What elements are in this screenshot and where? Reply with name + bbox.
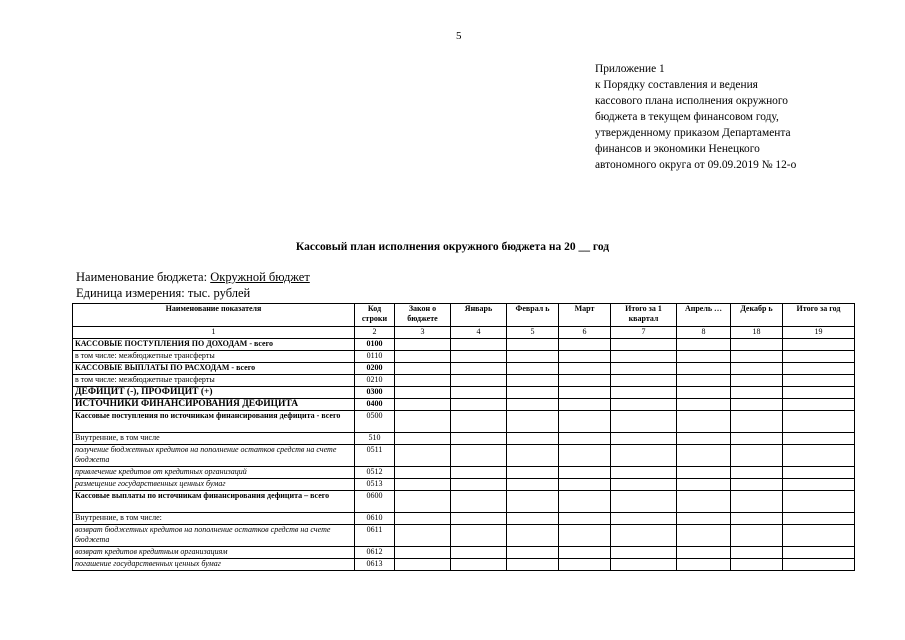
value-cell xyxy=(507,513,559,525)
value-cell xyxy=(611,387,677,399)
value-cell xyxy=(783,411,855,433)
value-cell xyxy=(395,339,451,351)
table-row xyxy=(73,375,855,387)
value-cell xyxy=(559,433,611,445)
value-cell xyxy=(783,467,855,479)
value-cell xyxy=(611,467,677,479)
column-header: Код строки xyxy=(355,304,395,327)
value-cell xyxy=(611,547,677,559)
value-cell xyxy=(559,399,611,411)
value-cell xyxy=(677,375,731,387)
row-code: 0500 xyxy=(355,411,395,433)
value-cell xyxy=(611,351,677,363)
value-cell xyxy=(611,559,677,571)
value-cell xyxy=(507,479,559,491)
table-row xyxy=(73,363,855,375)
appendix-line: бюджета в текущем финансовом году, xyxy=(595,111,779,123)
row-name: размещение государственных ценных бумаг xyxy=(73,479,355,491)
value-cell xyxy=(507,525,559,547)
column-number: 1 xyxy=(73,327,355,339)
row-name: КАССОВЫЕ ВЫПЛАТЫ ПО РАСХОДАМ - всего xyxy=(73,363,355,375)
value-cell xyxy=(731,375,783,387)
budget-value: Окружной бюджет xyxy=(210,270,310,284)
row-name: в том числе: межбюджетные трансферты xyxy=(73,375,355,387)
value-cell xyxy=(611,525,677,547)
page-number: 5 xyxy=(456,30,462,42)
value-cell xyxy=(451,351,507,363)
value-cell xyxy=(507,339,559,351)
value-cell xyxy=(507,467,559,479)
value-cell xyxy=(507,559,559,571)
table-row xyxy=(73,525,855,547)
value-cell xyxy=(395,411,451,433)
value-cell xyxy=(731,559,783,571)
column-number: 5 xyxy=(507,327,559,339)
value-cell xyxy=(677,467,731,479)
value-cell xyxy=(507,411,559,433)
budget-label: Наименование бюджета: xyxy=(76,270,211,284)
value-cell xyxy=(559,411,611,433)
value-cell xyxy=(507,387,559,399)
value-cell xyxy=(731,525,783,547)
value-cell xyxy=(507,445,559,467)
value-cell xyxy=(731,547,783,559)
value-cell xyxy=(783,339,855,351)
value-cell xyxy=(611,399,677,411)
row-name: КАССОВЫЕ ПОСТУПЛЕНИЯ ПО ДОХОДАМ - всего xyxy=(73,339,355,351)
row-name: Внутренние, в том числе: xyxy=(73,513,355,525)
value-cell xyxy=(451,339,507,351)
column-number: 7 xyxy=(611,327,677,339)
value-cell xyxy=(451,525,507,547)
value-cell xyxy=(731,467,783,479)
appendix-line: Приложение 1 xyxy=(595,63,665,75)
value-cell xyxy=(395,363,451,375)
row-code: 0610 xyxy=(355,513,395,525)
table-row xyxy=(73,547,855,559)
appendix-line: автономного округа от 09.09.2019 № 12-о xyxy=(595,159,797,171)
value-cell xyxy=(677,399,731,411)
value-cell xyxy=(611,411,677,433)
value-cell xyxy=(731,387,783,399)
value-cell xyxy=(395,525,451,547)
value-cell xyxy=(783,547,855,559)
column-header: Закон о бюджете xyxy=(395,304,451,327)
column-number: 19 xyxy=(783,327,855,339)
column-number-row xyxy=(73,327,855,339)
table-row xyxy=(73,351,855,363)
column-number: 6 xyxy=(559,327,611,339)
value-cell xyxy=(451,399,507,411)
value-cell xyxy=(451,513,507,525)
table-row xyxy=(73,411,855,433)
value-cell xyxy=(395,375,451,387)
table-row xyxy=(73,433,855,445)
appendix-line: кассового плана исполнения окружного xyxy=(595,95,788,107)
value-cell xyxy=(611,445,677,467)
table-row xyxy=(73,339,855,351)
value-cell xyxy=(677,513,731,525)
value-cell xyxy=(677,411,731,433)
value-cell xyxy=(783,351,855,363)
table-row xyxy=(73,559,855,571)
value-cell xyxy=(731,479,783,491)
row-name: погашение государственных ценных бумаг xyxy=(73,559,355,571)
row-code: 0513 xyxy=(355,479,395,491)
table-row xyxy=(73,445,855,467)
table-row xyxy=(73,479,855,491)
value-cell xyxy=(783,433,855,445)
value-cell xyxy=(451,411,507,433)
value-cell xyxy=(451,375,507,387)
value-cell xyxy=(559,363,611,375)
appendix-line: к Порядку составления и ведения xyxy=(595,79,758,91)
value-cell xyxy=(731,491,783,513)
budget-name-line xyxy=(76,270,310,285)
column-header: Январь xyxy=(451,304,507,327)
value-cell xyxy=(611,513,677,525)
value-cell xyxy=(559,467,611,479)
value-cell xyxy=(731,363,783,375)
table-row xyxy=(73,387,855,399)
value-cell xyxy=(507,351,559,363)
value-cell xyxy=(507,491,559,513)
column-number: 18 xyxy=(731,327,783,339)
cash-plan-table xyxy=(72,303,855,571)
row-code: 0100 xyxy=(355,339,395,351)
value-cell xyxy=(395,399,451,411)
table-row xyxy=(73,513,855,525)
table-header-row xyxy=(73,304,855,327)
value-cell xyxy=(395,351,451,363)
value-cell xyxy=(783,399,855,411)
value-cell xyxy=(559,445,611,467)
value-cell xyxy=(677,387,731,399)
value-cell xyxy=(731,445,783,467)
column-header: Апрель … xyxy=(677,304,731,327)
value-cell xyxy=(731,351,783,363)
row-name: ДЕФИЦИТ (-), ПРОФИЦИТ (+) xyxy=(73,387,355,399)
value-cell xyxy=(559,525,611,547)
value-cell xyxy=(677,491,731,513)
value-cell xyxy=(783,363,855,375)
value-cell xyxy=(395,547,451,559)
value-cell xyxy=(559,513,611,525)
row-name: возврат бюджетных кредитов на пополнение остатков средств на счете бюджета xyxy=(73,525,355,547)
value-cell xyxy=(559,387,611,399)
value-cell xyxy=(507,363,559,375)
value-cell xyxy=(451,467,507,479)
unit-line: Единица измерения: тыс. рублей xyxy=(76,286,251,300)
column-header: Феврал ь xyxy=(507,304,559,327)
value-cell xyxy=(677,433,731,445)
value-cell xyxy=(783,491,855,513)
row-name: привлечение кредитов от кредитных организаций xyxy=(73,467,355,479)
column-header: Наименование показателя xyxy=(73,304,355,327)
value-cell xyxy=(559,351,611,363)
value-cell xyxy=(451,363,507,375)
row-name: получение бюджетных кредитов на пополнение остатков средств на счете бюджета xyxy=(73,445,355,467)
value-cell xyxy=(783,525,855,547)
value-cell xyxy=(677,363,731,375)
value-cell xyxy=(395,433,451,445)
value-cell xyxy=(395,491,451,513)
value-cell xyxy=(507,433,559,445)
column-number: 4 xyxy=(451,327,507,339)
appendix-note xyxy=(595,61,895,173)
value-cell xyxy=(559,479,611,491)
table-row xyxy=(73,491,855,513)
value-cell xyxy=(677,339,731,351)
row-code: 0613 xyxy=(355,559,395,571)
value-cell xyxy=(731,433,783,445)
value-cell xyxy=(559,547,611,559)
value-cell xyxy=(559,491,611,513)
row-code: 0210 xyxy=(355,375,395,387)
value-cell xyxy=(451,559,507,571)
row-name: Кассовые поступления по источникам финансирования дефицита - всего xyxy=(73,411,355,433)
value-cell xyxy=(559,559,611,571)
column-number: 3 xyxy=(395,327,451,339)
value-cell xyxy=(677,479,731,491)
row-name: возврат кредитов кредитным организациям xyxy=(73,547,355,559)
column-header: Март xyxy=(559,304,611,327)
value-cell xyxy=(731,339,783,351)
row-code: 0200 xyxy=(355,363,395,375)
value-cell xyxy=(677,351,731,363)
value-cell xyxy=(611,339,677,351)
value-cell xyxy=(783,513,855,525)
value-cell xyxy=(559,375,611,387)
value-cell xyxy=(783,375,855,387)
value-cell xyxy=(395,479,451,491)
row-code: 0110 xyxy=(355,351,395,363)
row-name: ИСТОЧНИКИ ФИНАНСИРОВАНИЯ ДЕФИЦИТА xyxy=(73,399,355,411)
value-cell xyxy=(783,387,855,399)
value-cell xyxy=(677,525,731,547)
document-title: Кассовый план исполнения окружного бюджета на 20 __ год xyxy=(295,241,610,253)
value-cell xyxy=(451,387,507,399)
value-cell xyxy=(507,399,559,411)
value-cell xyxy=(611,375,677,387)
appendix-line: финансов и экономики Ненецкого xyxy=(595,143,760,155)
row-code: 0611 xyxy=(355,525,395,547)
value-cell xyxy=(451,433,507,445)
value-cell xyxy=(451,547,507,559)
value-cell xyxy=(559,339,611,351)
row-code: 510 xyxy=(355,433,395,445)
value-cell xyxy=(731,411,783,433)
value-cell xyxy=(611,363,677,375)
row-name: Кассовые выплаты по источникам финансирования дефицита – всего xyxy=(73,491,355,513)
value-cell xyxy=(731,513,783,525)
row-code: 0511 xyxy=(355,445,395,467)
value-cell xyxy=(611,491,677,513)
value-cell xyxy=(395,513,451,525)
value-cell xyxy=(395,467,451,479)
value-cell xyxy=(677,547,731,559)
row-code: 0512 xyxy=(355,467,395,479)
column-header: Итого за год xyxy=(783,304,855,327)
row-code: 0600 xyxy=(355,491,395,513)
row-code: 0612 xyxy=(355,547,395,559)
table-row xyxy=(73,467,855,479)
value-cell xyxy=(677,559,731,571)
row-name: в том числе: межбюджетные трансферты xyxy=(73,351,355,363)
value-cell xyxy=(611,433,677,445)
row-code: 0400 xyxy=(355,399,395,411)
row-code: 0300 xyxy=(355,387,395,399)
value-cell xyxy=(677,445,731,467)
value-cell xyxy=(783,445,855,467)
table-row xyxy=(73,399,855,411)
column-header: Декабр ь xyxy=(731,304,783,327)
value-cell xyxy=(783,559,855,571)
value-cell xyxy=(451,479,507,491)
column-number: 8 xyxy=(677,327,731,339)
row-name: Внутренние, в том числе xyxy=(73,433,355,445)
value-cell xyxy=(507,375,559,387)
value-cell xyxy=(395,445,451,467)
value-cell xyxy=(395,387,451,399)
value-cell xyxy=(395,559,451,571)
column-header: Итого за 1 квартал xyxy=(611,304,677,327)
value-cell xyxy=(451,445,507,467)
value-cell xyxy=(783,479,855,491)
value-cell xyxy=(611,479,677,491)
column-number: 2 xyxy=(355,327,395,339)
value-cell xyxy=(731,399,783,411)
appendix-line: утвержденному приказом Департамента xyxy=(595,127,791,139)
value-cell xyxy=(507,547,559,559)
value-cell xyxy=(451,491,507,513)
